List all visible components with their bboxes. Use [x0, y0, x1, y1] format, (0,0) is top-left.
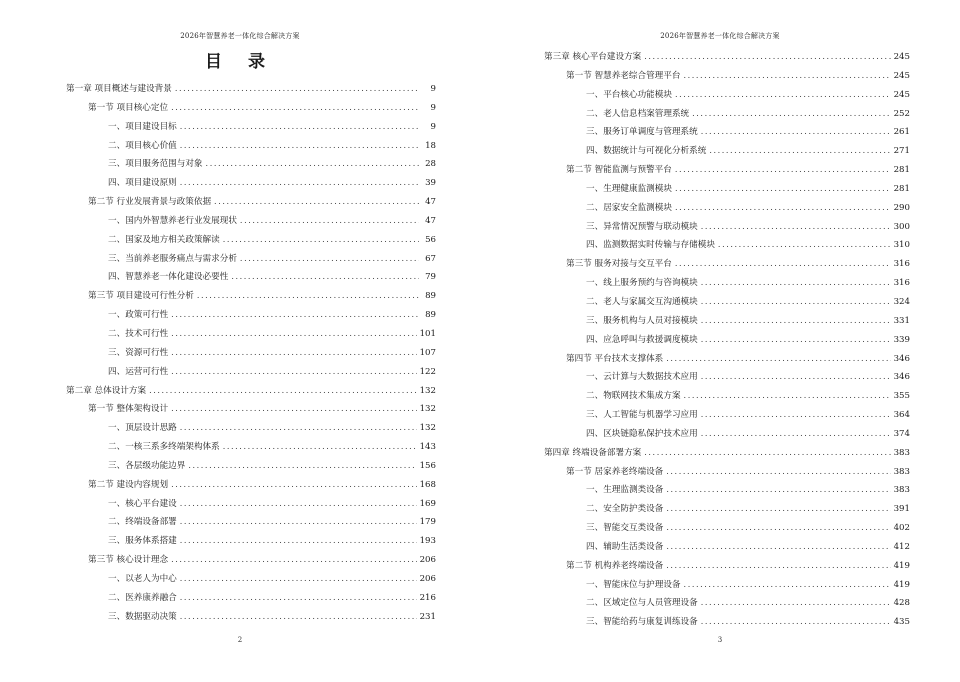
toc-entry-label: 第一节 项目核心定位 [88, 102, 169, 113]
dot-leader [171, 363, 416, 382]
dot-leader [240, 250, 419, 269]
dot-leader [214, 193, 419, 212]
toc-entry[interactable] [544, 236, 910, 255]
toc-entry-page-number: 435 [893, 617, 910, 628]
toc-entry-page-number: 143 [419, 442, 436, 453]
toc-entry-page-number: 216 [419, 592, 436, 603]
toc-entry-page-number: 89 [425, 291, 436, 302]
toc-entry[interactable] [66, 344, 436, 363]
toc-entry-label: 第二章 总体设计方案 [66, 385, 147, 396]
toc-entry-page-number: 193 [419, 536, 436, 547]
dot-leader [709, 142, 890, 161]
toc-entry-page-number: 28 [425, 159, 436, 170]
toc-entry-label: 第一节 整体架构设计 [88, 404, 169, 415]
toc-entry-page-number: 179 [419, 517, 436, 528]
dot-leader [701, 594, 891, 613]
toc-entry-page-number: 383 [893, 466, 910, 477]
toc-entry-label: 四、辅助生活类设备 [586, 541, 664, 552]
toc-entry-label: 一、生理监测类设备 [586, 485, 664, 496]
toc-entry-label: 第二节 建设内容规划 [88, 479, 169, 490]
toc-entry[interactable] [544, 199, 910, 218]
toc-entry[interactable] [66, 80, 436, 99]
toc-entry[interactable] [66, 382, 436, 401]
toc-entry[interactable] [544, 500, 910, 519]
toc-entry-label: 一、智能床位与护理设备 [586, 579, 681, 590]
toc-entry-label: 第三节 项目建设可行性分析 [88, 291, 194, 302]
toc-entry-label: 四、数据统计与可视化分析系统 [586, 146, 707, 157]
toc-entry-label: 第三节 核心设计理念 [88, 555, 169, 566]
toc-entry-page-number: 364 [893, 410, 910, 421]
toc-entry-page-number: 310 [893, 240, 910, 251]
toc-entry-page-number: 419 [893, 560, 910, 571]
toc-entry[interactable] [544, 161, 910, 180]
toc-entry[interactable] [544, 594, 910, 613]
toc-entry[interactable] [544, 519, 910, 538]
toc-entry-label: 二、安全防护类设备 [586, 504, 664, 515]
toc-entry-label: 三、服务体系搭建 [108, 536, 177, 547]
dot-leader [171, 325, 416, 344]
toc-entry-label: 三、服务机构与人员对接模块 [586, 315, 698, 326]
toc-entry-page-number: 231 [419, 611, 436, 622]
toc-entry[interactable] [66, 419, 436, 438]
toc-entry-label: 一、以老人为中心 [108, 573, 177, 584]
toc-entry[interactable] [66, 532, 436, 551]
toc-list-left [66, 80, 436, 626]
toc-entry-label: 四、运营可行性 [108, 366, 169, 377]
toc-entry-label: 第二节 行业发展背景与政策依据 [88, 197, 212, 208]
dot-leader [171, 400, 417, 419]
toc-entry[interactable] [66, 495, 436, 514]
toc-entry-label: 一、生理健康监测模块 [586, 183, 672, 194]
toc-entry-page-number: 18 [425, 140, 436, 151]
toc-entry[interactable] [66, 155, 436, 174]
toc-entry-page-number: 281 [893, 165, 910, 176]
toc-entry[interactable] [66, 570, 436, 589]
toc-entry[interactable] [66, 325, 436, 344]
toc-entry[interactable] [544, 105, 910, 124]
toc-entry-page-number: 324 [893, 296, 910, 307]
dot-leader [231, 268, 419, 287]
toc-entry[interactable] [544, 86, 910, 105]
dot-leader [692, 105, 890, 124]
toc-entry[interactable] [544, 444, 910, 463]
toc-entry-page-number: 168 [419, 479, 436, 490]
toc-entry[interactable] [544, 387, 910, 406]
toc-entry-page-number: 346 [893, 353, 910, 364]
toc-entry-label: 四、应急呼叫与救援调度模块 [586, 334, 698, 345]
toc-entry-page-number: 346 [893, 372, 910, 383]
dot-leader [171, 344, 416, 363]
toc-entry-page-number: 67 [425, 253, 436, 264]
dot-leader [180, 570, 417, 589]
toc-entry-page-number: 383 [893, 485, 910, 496]
dot-leader [180, 589, 417, 608]
toc-entry-label: 三、异常情况预警与联动模块 [586, 221, 698, 232]
dot-leader [666, 463, 890, 482]
toc-entry-label: 二、项目核心价值 [108, 140, 177, 151]
toc-entry[interactable] [66, 476, 436, 495]
toc-entry-label: 一、核心平台建设 [108, 498, 177, 509]
toc-entry-label: 二、国家及地方相关政策解读 [108, 234, 220, 245]
toc-entry-label: 三、项目服务范围与对象 [108, 159, 203, 170]
toc-entry-page-number: 281 [893, 183, 910, 194]
dot-leader [684, 387, 891, 406]
toc-entry-page-number: 89 [425, 310, 436, 321]
toc-entry[interactable] [66, 231, 436, 250]
dot-leader [675, 180, 891, 199]
toc-entry-label: 三、服务订单调度与管理系统 [586, 127, 698, 138]
dot-leader [223, 231, 419, 250]
toc-entry-label: 第四节 平台技术支撑体系 [566, 353, 664, 364]
toc-entry[interactable] [544, 576, 910, 595]
dot-leader [701, 331, 891, 350]
toc-entry-page-number: 9 [430, 102, 436, 113]
toc-entry-page-number: 428 [893, 598, 910, 609]
toc-entry-page-number: 383 [893, 447, 910, 458]
toc-entry[interactable] [544, 142, 910, 161]
toc-entry-label: 三、智能交互类设备 [586, 523, 664, 534]
toc-entry-page-number: 355 [893, 391, 910, 402]
toc-entry[interactable] [66, 608, 436, 627]
dot-leader [180, 513, 417, 532]
dot-leader [206, 155, 419, 174]
dot-leader [701, 425, 891, 444]
toc-entry-page-number: 245 [893, 52, 910, 62]
toc-entry-label: 一、国内外智慧养老行业发展现状 [108, 215, 237, 226]
toc-entry-page-number: 419 [893, 579, 910, 590]
dot-leader [666, 481, 890, 500]
toc-entry-label: 二、居家安全监测模块 [586, 202, 672, 213]
toc-entry-label: 二、技术可行性 [108, 328, 169, 339]
toc-entry[interactable] [544, 255, 910, 274]
toc-entry[interactable] [66, 551, 436, 570]
dot-leader [240, 212, 419, 231]
dot-leader [701, 293, 891, 312]
dot-leader [171, 306, 419, 325]
running-header: 2026年智慧养老一体化综合解决方案 [180, 32, 300, 40]
toc-entry[interactable] [544, 218, 910, 237]
toc-entry-label: 四、智慧养老一体化建设必要性 [108, 272, 229, 283]
toc-entry-page-number: 206 [419, 573, 436, 584]
toc-entry-page-number: 132 [419, 404, 436, 415]
dot-leader [180, 532, 417, 551]
dot-leader [684, 576, 891, 595]
toc-entry-label: 三、人工智能与机器学习应用 [586, 410, 698, 421]
dot-leader [701, 312, 891, 331]
toc-entry-label: 一、政策可行性 [108, 310, 169, 321]
toc-entry[interactable] [544, 123, 910, 142]
toc-entry[interactable] [544, 350, 910, 369]
toc-entry-page-number: 107 [419, 347, 436, 358]
dot-leader [180, 419, 417, 438]
toc-entry[interactable] [66, 193, 436, 212]
toc-entry-label: 四、区块链隐私保护技术应用 [586, 428, 698, 439]
toc-entry-page-number: 156 [419, 460, 436, 471]
toc-entry-label: 二、医养康养融合 [108, 592, 177, 603]
toc-entry-page-number: 47 [425, 215, 436, 226]
dot-leader [149, 382, 417, 401]
toc-entry-label: 二、物联网技术集成方案 [586, 391, 681, 402]
dot-leader [666, 350, 890, 369]
toc-entry[interactable] [66, 438, 436, 457]
toc-entry[interactable] [66, 589, 436, 608]
page-number: 3 [717, 636, 723, 644]
toc-entry[interactable] [66, 287, 436, 306]
toc-entry-label: 第一节 居家养老终端设备 [566, 466, 664, 477]
toc-entry[interactable] [66, 363, 436, 382]
toc-entry-page-number: 331 [893, 315, 910, 326]
toc-entry-page-number: 79 [425, 272, 436, 283]
toc-entry-page-number: 9 [430, 121, 436, 132]
toc-title: 目 录 [205, 52, 275, 72]
toc-entry-page-number: 391 [893, 504, 910, 515]
dot-leader [701, 613, 891, 632]
toc-entry-label: 第一章 项目概述与建设背景 [66, 84, 172, 94]
toc-entry-page-number: 169 [419, 498, 436, 509]
toc-entry[interactable] [544, 613, 910, 632]
toc-entry-label: 一、云计算与大数据技术应用 [586, 372, 698, 383]
toc-entry-page-number: 9 [430, 84, 436, 94]
toc-entry-label: 二、区域定位与人员管理设备 [586, 598, 698, 609]
toc-entry-label: 三、数据驱动决策 [108, 611, 177, 622]
dot-leader [180, 174, 419, 193]
toc-entry[interactable] [544, 293, 910, 312]
toc-entry-page-number: 101 [419, 328, 436, 339]
dot-leader [675, 86, 891, 105]
toc-entry-page-number: 122 [419, 366, 436, 377]
toc-entry-page-number: 132 [419, 423, 436, 434]
dot-leader [701, 368, 891, 387]
dot-leader [701, 274, 891, 293]
dot-leader [180, 137, 419, 156]
toc-entry-label: 三、智能给药与康复训练设备 [586, 617, 698, 628]
toc-entry[interactable] [544, 481, 910, 500]
toc-entry[interactable] [66, 457, 436, 476]
dot-leader [180, 608, 417, 627]
toc-entry[interactable] [66, 118, 436, 137]
toc-entry-page-number: 290 [893, 202, 910, 213]
toc-entry-label: 一、项目建设目标 [108, 121, 177, 132]
toc-entry-page-number: 252 [893, 108, 910, 119]
toc-entry[interactable] [544, 67, 910, 86]
dot-leader [223, 438, 417, 457]
toc-entry-label: 一、线上服务预约与咨询模块 [586, 278, 698, 289]
toc-list-right [544, 48, 910, 632]
toc-entry[interactable] [544, 48, 910, 67]
toc-entry-page-number: 316 [893, 278, 910, 289]
toc-entry[interactable] [544, 368, 910, 387]
toc-entry-label: 四、监测数据实时传输与存储模块 [586, 240, 715, 251]
toc-entry[interactable] [544, 425, 910, 444]
toc-entry-label: 二、一核三系多终端架构体系 [108, 442, 220, 453]
dot-leader [701, 123, 891, 142]
dot-leader [644, 48, 890, 67]
dot-leader [666, 519, 890, 538]
toc-entry[interactable] [544, 538, 910, 557]
toc-entry-label: 第一节 智慧养老综合管理平台 [566, 70, 681, 81]
toc-entry[interactable] [544, 463, 910, 482]
toc-entry[interactable] [66, 400, 436, 419]
toc-entry[interactable] [544, 312, 910, 331]
toc-entry[interactable] [66, 99, 436, 118]
toc-entry-page-number: 56 [425, 234, 436, 245]
dot-leader [666, 500, 890, 519]
toc-entry[interactable] [66, 212, 436, 231]
toc-entry[interactable] [66, 137, 436, 156]
toc-entry-page-number: 339 [893, 334, 910, 345]
toc-entry-label: 三、各层级功能边界 [108, 460, 186, 471]
toc-entry-page-number: 245 [893, 70, 910, 81]
toc-entry-label: 第三节 服务对接与交互平台 [566, 259, 672, 270]
dot-leader [644, 444, 890, 463]
toc-entry-page-number: 412 [893, 541, 910, 552]
toc-entry-label: 二、老人与家属交互沟通模块 [586, 296, 698, 307]
toc-entry-label: 一、平台核心功能模块 [586, 89, 672, 100]
toc-entry-page-number: 402 [893, 523, 910, 534]
toc-entry-page-number: 261 [893, 127, 910, 138]
dot-leader [175, 80, 419, 99]
toc-entry-page-number: 300 [893, 221, 910, 232]
toc-entry-page-number: 374 [893, 428, 910, 439]
toc-entry[interactable] [66, 250, 436, 269]
toc-entry[interactable] [66, 306, 436, 325]
toc-entry[interactable] [544, 331, 910, 350]
toc-entry-page-number: 271 [893, 146, 910, 157]
toc-entry-label: 第四章 终端设备部署方案 [544, 447, 642, 458]
dot-leader [180, 495, 417, 514]
dot-leader [171, 476, 417, 495]
dot-leader [180, 118, 419, 137]
toc-entry-page-number: 316 [893, 259, 910, 270]
toc-entry[interactable] [66, 174, 436, 193]
toc-entry[interactable] [66, 513, 436, 532]
dot-leader [701, 218, 891, 237]
toc-entry-page-number: 47 [425, 197, 436, 208]
dot-leader [188, 457, 416, 476]
toc-entry-label: 第三章 核心平台建设方案 [544, 52, 642, 62]
toc-entry-label: 四、项目建设原则 [108, 178, 177, 189]
toc-entry-label: 三、当前养老服务痛点与需求分析 [108, 253, 237, 264]
toc-entry[interactable] [544, 557, 910, 576]
dot-leader [197, 287, 419, 306]
dot-leader [675, 199, 891, 218]
dot-leader [675, 255, 891, 274]
dot-leader [171, 551, 417, 570]
toc-entry[interactable] [66, 268, 436, 287]
toc-entry-label: 二、终端设备部署 [108, 517, 177, 528]
dot-leader [666, 557, 890, 576]
dot-leader [666, 538, 890, 557]
toc-entry-label: 第二节 机构养老终端设备 [566, 560, 664, 571]
running-header: 2026年智慧养老一体化综合解决方案 [660, 32, 780, 40]
dot-leader [683, 67, 890, 86]
toc-entry-page-number: 245 [893, 89, 910, 100]
toc-entry-page-number: 39 [425, 178, 436, 189]
dot-leader [171, 99, 419, 118]
dot-leader [701, 406, 891, 425]
toc-entry-label: 二、老人信息档案管理系统 [586, 108, 690, 119]
toc-entry[interactable] [544, 180, 910, 199]
page-number: 2 [237, 636, 243, 644]
toc-entry-label: 第二节 智能监测与预警平台 [566, 165, 672, 176]
toc-entry-label: 三、资源可行性 [108, 347, 169, 358]
toc-entry[interactable] [544, 274, 910, 293]
toc-entry-page-number: 132 [419, 385, 436, 396]
toc-entry-page-number: 206 [419, 555, 436, 566]
toc-entry-label: 一、顶层设计思路 [108, 423, 177, 434]
dot-leader [675, 161, 891, 180]
toc-entry[interactable] [544, 406, 910, 425]
dot-leader [718, 236, 891, 255]
